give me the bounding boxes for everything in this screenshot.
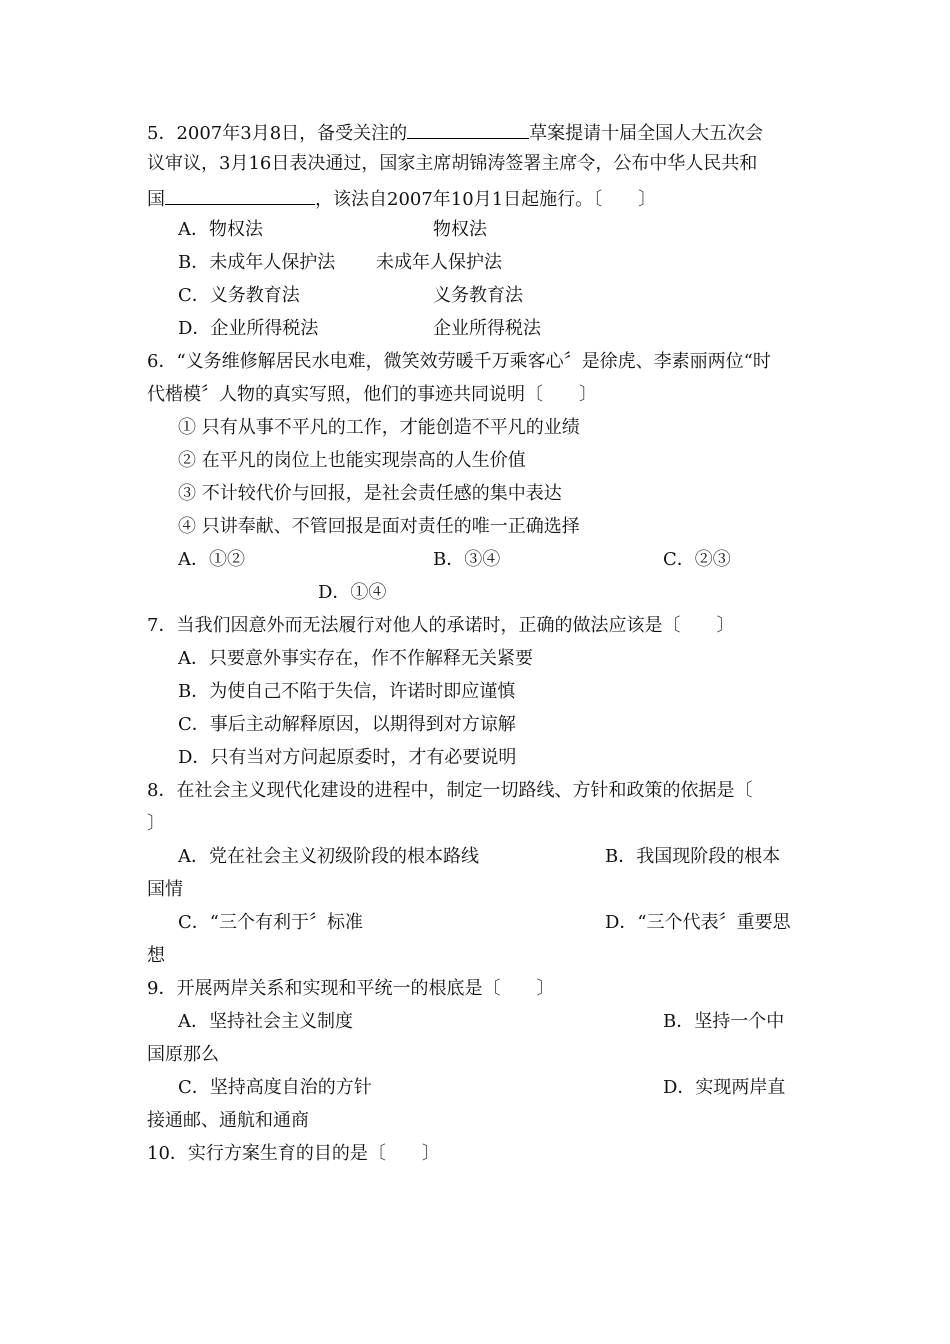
q5-blank-1 [407, 121, 529, 139]
q7-option-d: D．只有当对方问起原委时，才有必要说明 [178, 747, 517, 768]
q10-stem: 10．实行方案生育的目的是〔 〕 [147, 1143, 440, 1164]
q6-line-2: 代楷模〞人物的真实写照，他们的事迹共同说明〔 〕 [147, 384, 597, 405]
q6-option-d: D．①④ [318, 582, 387, 603]
q8-option-c: C．“三个有利于〞标准 [178, 912, 363, 933]
q7-option-c: C．事后主动解释原因，以期得到对方谅解 [178, 714, 516, 735]
q6-statement-2: ② 在平凡的岗位上也能实现崇高的人生价值 [178, 450, 526, 471]
q8-stem-line-1: 8．在社会主义现代化建设的进程中，制定一切路线、方针和政策的依据是〔 [147, 780, 753, 801]
q8-option-b-cont: 国情 [147, 879, 183, 900]
q5-line-1 [147, 121, 763, 143]
q7-option-b: B．为使自己不陷于失信，许诺时即应谨慎 [178, 681, 516, 702]
q5-text: 国 [147, 189, 165, 210]
q7-option-a: A．只要意外事实存在，作不作解释无关紧要 [178, 648, 533, 669]
q5-text: 草案提请十届全国人大五次会 [529, 123, 764, 144]
q6-option-c: C．②③ [663, 549, 731, 570]
q9-option-c: C．坚持高度自治的方针 [178, 1077, 372, 1098]
q5-option-d: D．企业所得税法 [178, 318, 319, 339]
q9-option-a: A．坚持社会主义制度 [178, 1011, 353, 1032]
q8-option-b: B．我国现阶段的根本 [605, 846, 781, 867]
q6-line-1: 6．“义务维修解居民水电难，微笑效劳暖千万乘客心〞是徐虎、李素丽两位“时 [147, 351, 771, 372]
q5-option-c-second: 义务教育法 [433, 285, 523, 306]
q5-option-d-second: 企业所得税法 [433, 318, 541, 339]
q5-option-a-second: 物权法 [433, 219, 487, 240]
q9-option-d-cont: 接通邮、通航和通商 [147, 1110, 309, 1131]
q5-text: 5．2007年3月8日，备受关注的 [147, 123, 408, 144]
q7-stem: 7．当我们因意外而无法履行对他人的承诺时，正确的做法应该是〔 〕 [147, 615, 735, 636]
q9-stem: 9．开展两岸关系和实现和平统一的根底是〔 〕 [147, 978, 555, 999]
q8-option-d-cont: 想 [147, 945, 165, 966]
q6-statement-4: ④ 只讲奉献、不管回报是面对责任的唯一正确选择 [178, 516, 580, 537]
q5-option-b-second: 未成年人保护法 [376, 252, 502, 273]
q5-option-b: B．未成年人保护法 [178, 252, 336, 273]
q6-statement-3: ③ 不计较代价与回报，是社会责任感的集中表达 [178, 483, 562, 504]
q8-stem-line-2: 〕 [147, 813, 165, 834]
q5-option-c: C．义务教育法 [178, 285, 300, 306]
q5-text: ，该法自2007年10月1日起施行。〔 〕 [315, 189, 657, 210]
q6-option-b: B．③④ [433, 549, 501, 570]
q6-option-a: A．①② [178, 549, 245, 570]
q5-line-2: 议审议，3月16日表决通过，国家主席胡锦涛签署主席令，公布中华人民共和 [147, 153, 758, 174]
q5-line-3 [147, 187, 656, 209]
q9-option-d: D．实现两岸直 [663, 1077, 786, 1098]
q5-option-a: A．物权法 [178, 219, 263, 240]
q6-statement-1: ① 只有从事不平凡的工作，才能创造不平凡的业绩 [178, 417, 580, 438]
q8-option-a: A．党在社会主义初级阶段的根本路线 [178, 846, 479, 867]
q9-option-b-cont: 国原那么 [147, 1044, 219, 1065]
q8-option-d: D．“三个代表〞重要思 [605, 912, 791, 933]
q5-blank-2 [165, 187, 315, 205]
q9-option-b: B．坚持一个中 [663, 1011, 785, 1032]
